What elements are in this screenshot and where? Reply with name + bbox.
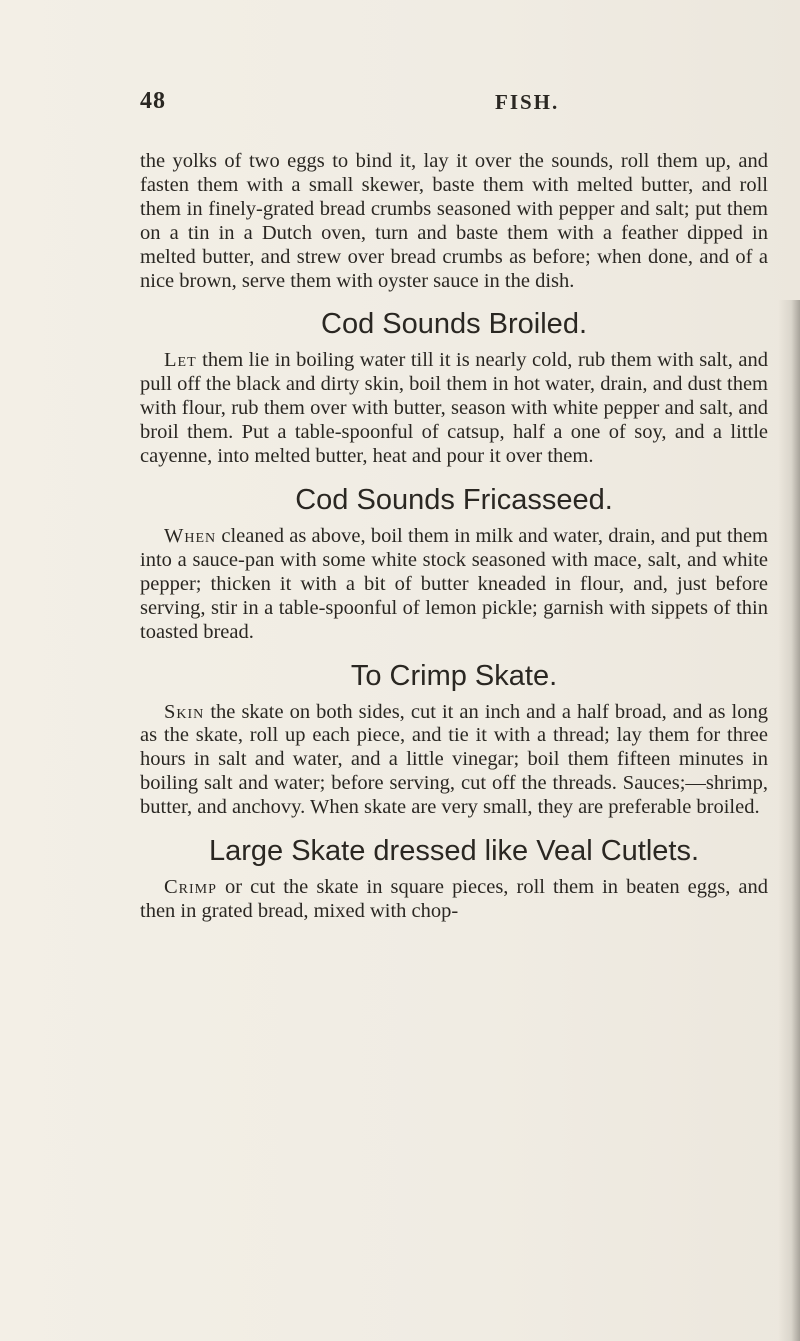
running-head [140,88,780,118]
recipe-title-large-skate: Large Skate dressed like Veal Cutlets. [208,835,700,868]
recipe-title-to-crimp-skate: To Crimp Skate. [350,659,558,692]
text-block [140,150,768,924]
recipe-body-to-crimp-skate [140,701,768,821]
page-number: 48 [140,88,166,114]
running-title: FISH. [495,90,560,114]
intro-paragraph: the yolks of two eggs to bind it, lay it over the sounds, roll them up, and fasten them with a small skewer, baste them with melted butter, and roll them in finely-grated bread crumbs seasoned with pepper and salt; put them on a tin in a Dutch oven, turn and baste them with a feather dipped in melted butter, and strew over bread crumbs as before; when done, and of a nice brown, serve them with oyster sauce in the dish. [140,150,768,292]
recipe-text: cleaned as above, boil them in milk and water, drain, and put them into a sauce-pan with some white stock seasoned with mace, salt, and white pepper; thicken it with a bit of butter kneaded in flour, and, just before serving, stir in a table-spoonful of lemon pickle; garnish with sippets of thin toasted bread. [140,524,768,643]
recipe-title-cod-sounds-fricasseed: Cod Sounds Fricasseed. [295,483,613,516]
recipe-body-large-skate [140,876,768,924]
recipe-text: or cut the skate in square pieces, roll them in beaten eggs, and then in grated bread, mixed with chop- [140,876,768,922]
recipe-lead-word: Skin [164,700,205,723]
recipe-text: them lie in boiling water till it is nearly cold, rub them with salt, and pull off the black and dirty skin, boil them in hot water, drain, and dust them with flour, rub them over with butter, season with white pepper and salt, and broil them. Put a table-spoonful of catsup, half a one of soy, and a little cayenne, into melted butter, heat and pour it over them. [140,349,768,468]
recipe-lead-word: Crimp [164,876,217,899]
recipe-lead-word: Let [164,349,197,372]
recipe-body-cod-sounds-broiled [140,349,768,469]
recipe-lead-word: When [164,524,217,547]
recipe-body-cod-sounds-fricasseed [140,525,768,645]
page-edge-shadow [778,300,800,1341]
recipe-text: the skate on both sides, cut it an inch and a half broad, and as long as the skate, roll up each piece, and tie it with a thread; lay them for three hours in salt and water, and a little vinegar; boil them fifteen minutes in boiling salt and water; before serving, cut off the threads. Sauces;—shrimp, butter, and anchovy. When skate are very small, they are preferable broiled. [140,700,768,819]
recipe-title-cod-sounds-broiled: Cod Sounds Broiled. [321,308,587,341]
